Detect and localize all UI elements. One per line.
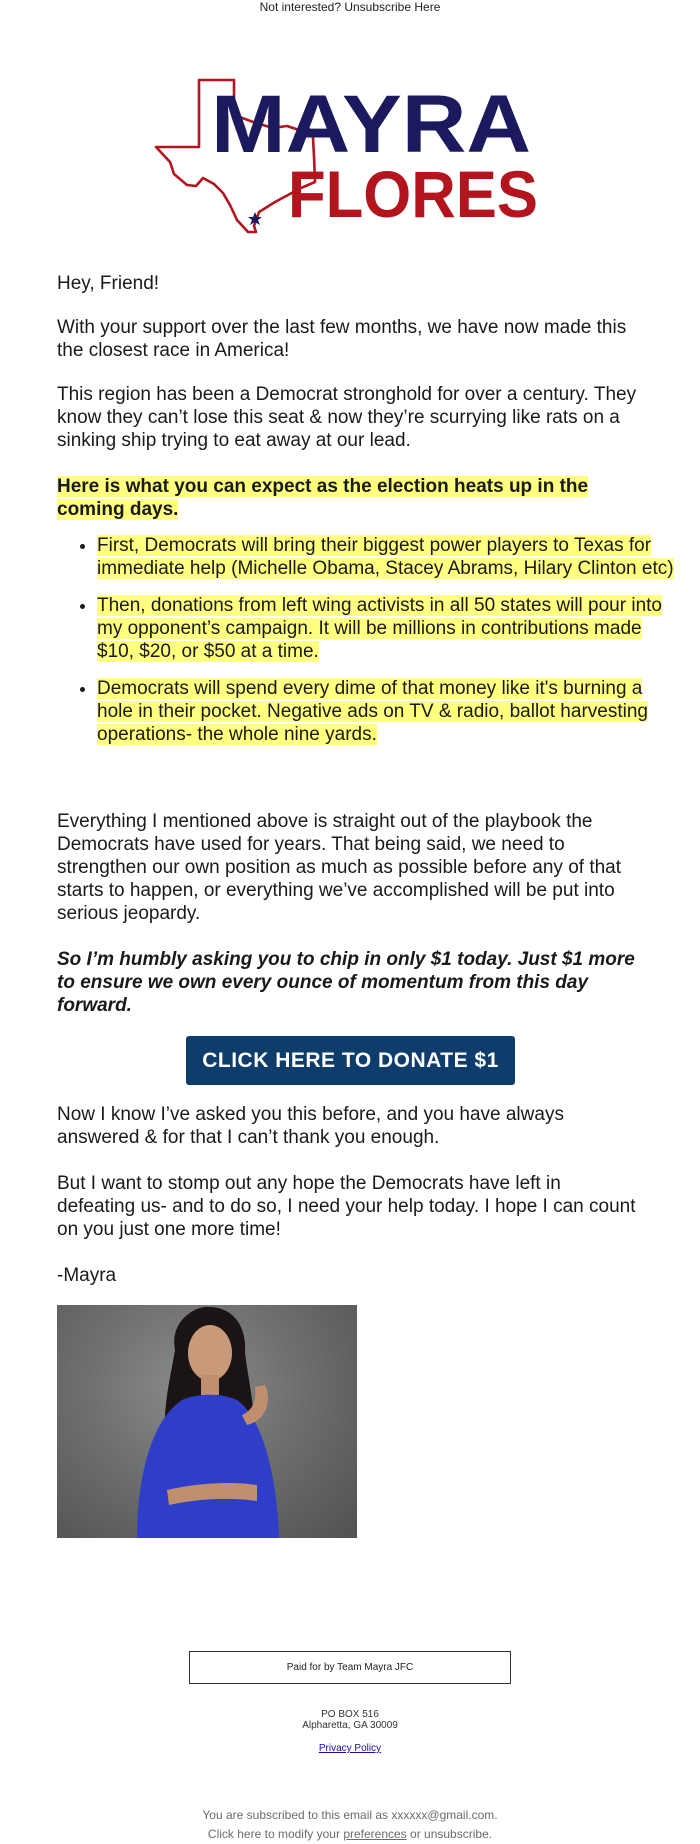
paragraph-thanks: Now I know I’ve asked you this before, and you have always answered & for that I can’t thank you enough. [57, 1104, 564, 1148]
donation-ask: So I’m humbly asking you to chip in only $1 today. Just $1 more to ensure we own every ounce of momentum from this day forward. [57, 949, 635, 1016]
paid-for-disclaimer: Paid for by Team Mayra JFC [189, 1651, 511, 1684]
mailing-address: PO BOX 516 Alpharetta, GA 30009 [302, 1709, 398, 1731]
paragraph-help: But I want to stomp out any hope the Democrats have left in defeating us- and to do so, I need your help today. I hope I can count on you just one more time! [57, 1173, 636, 1240]
greeting: Hey, Friend! [57, 273, 160, 294]
candidate-portrait-icon [57, 1305, 357, 1538]
highlight-heading: Here is what you can expect as the election heats up in the coming days. [57, 476, 589, 520]
preferences-notice: Click here to modify your preferences or unsubscribe. [207, 1827, 493, 1841]
list-item: • Then, donations from left wing activists in all 50 states will pour into my opponent’s campaign. It will be millions in contributions made $10, $20, or $50 at a time. [97, 594, 677, 663]
campaign-logo [153, 72, 543, 237]
expectations-list [57, 534, 677, 760]
paragraph-stronghold: This region has been a Democrat stronghold for over a century. They know they can’t lose this seat & now they’re scurrying like rats on a sinking ship trying to eat away at our lead. [57, 384, 637, 451]
paragraph-playbook: Everything I mentioned above is straight out of the playbook the Democrats have used for years. That being said, we need to strengthen our own position as much as possible before any of that starts to happen, or everything we’ve accomplished will be put into serious jeopardy. [57, 811, 622, 924]
subscription-notice: You are subscribed to this email as xxxxxx@gmail.com. [202, 1808, 498, 1822]
list-item: • First, Democrats will bring their biggest power players to Texas for immediate help (Michelle Obama, Stacey Abrams, Hilary Clinton etc) [97, 534, 677, 580]
list-item: • Democrats will spend every dime of that money like it's burning a hole in their pocket. Negative ads on TV & radio, ballot harvesting operations- the whole nine yards. [97, 677, 677, 746]
logo-flores: FLORES [288, 157, 538, 231]
paragraph-support: With your support over the last few months, we have now made this the closest race in America! [57, 317, 627, 361]
signoff: -Mayra [57, 1265, 117, 1286]
privacy-policy-link[interactable]: Privacy Policy [318, 1743, 382, 1754]
donate-button[interactable]: CLICK HERE TO DONATE $1 [186, 1036, 515, 1085]
unsubscribe-link[interactable]: Not interested? Unsubscribe Here [259, 0, 441, 14]
candidate-photo [57, 1305, 357, 1538]
logo-mayra: MAYRA [211, 79, 531, 170]
preferences-link[interactable]: preferences [343, 1827, 407, 1841]
privacy-policy [0, 1743, 700, 1754]
